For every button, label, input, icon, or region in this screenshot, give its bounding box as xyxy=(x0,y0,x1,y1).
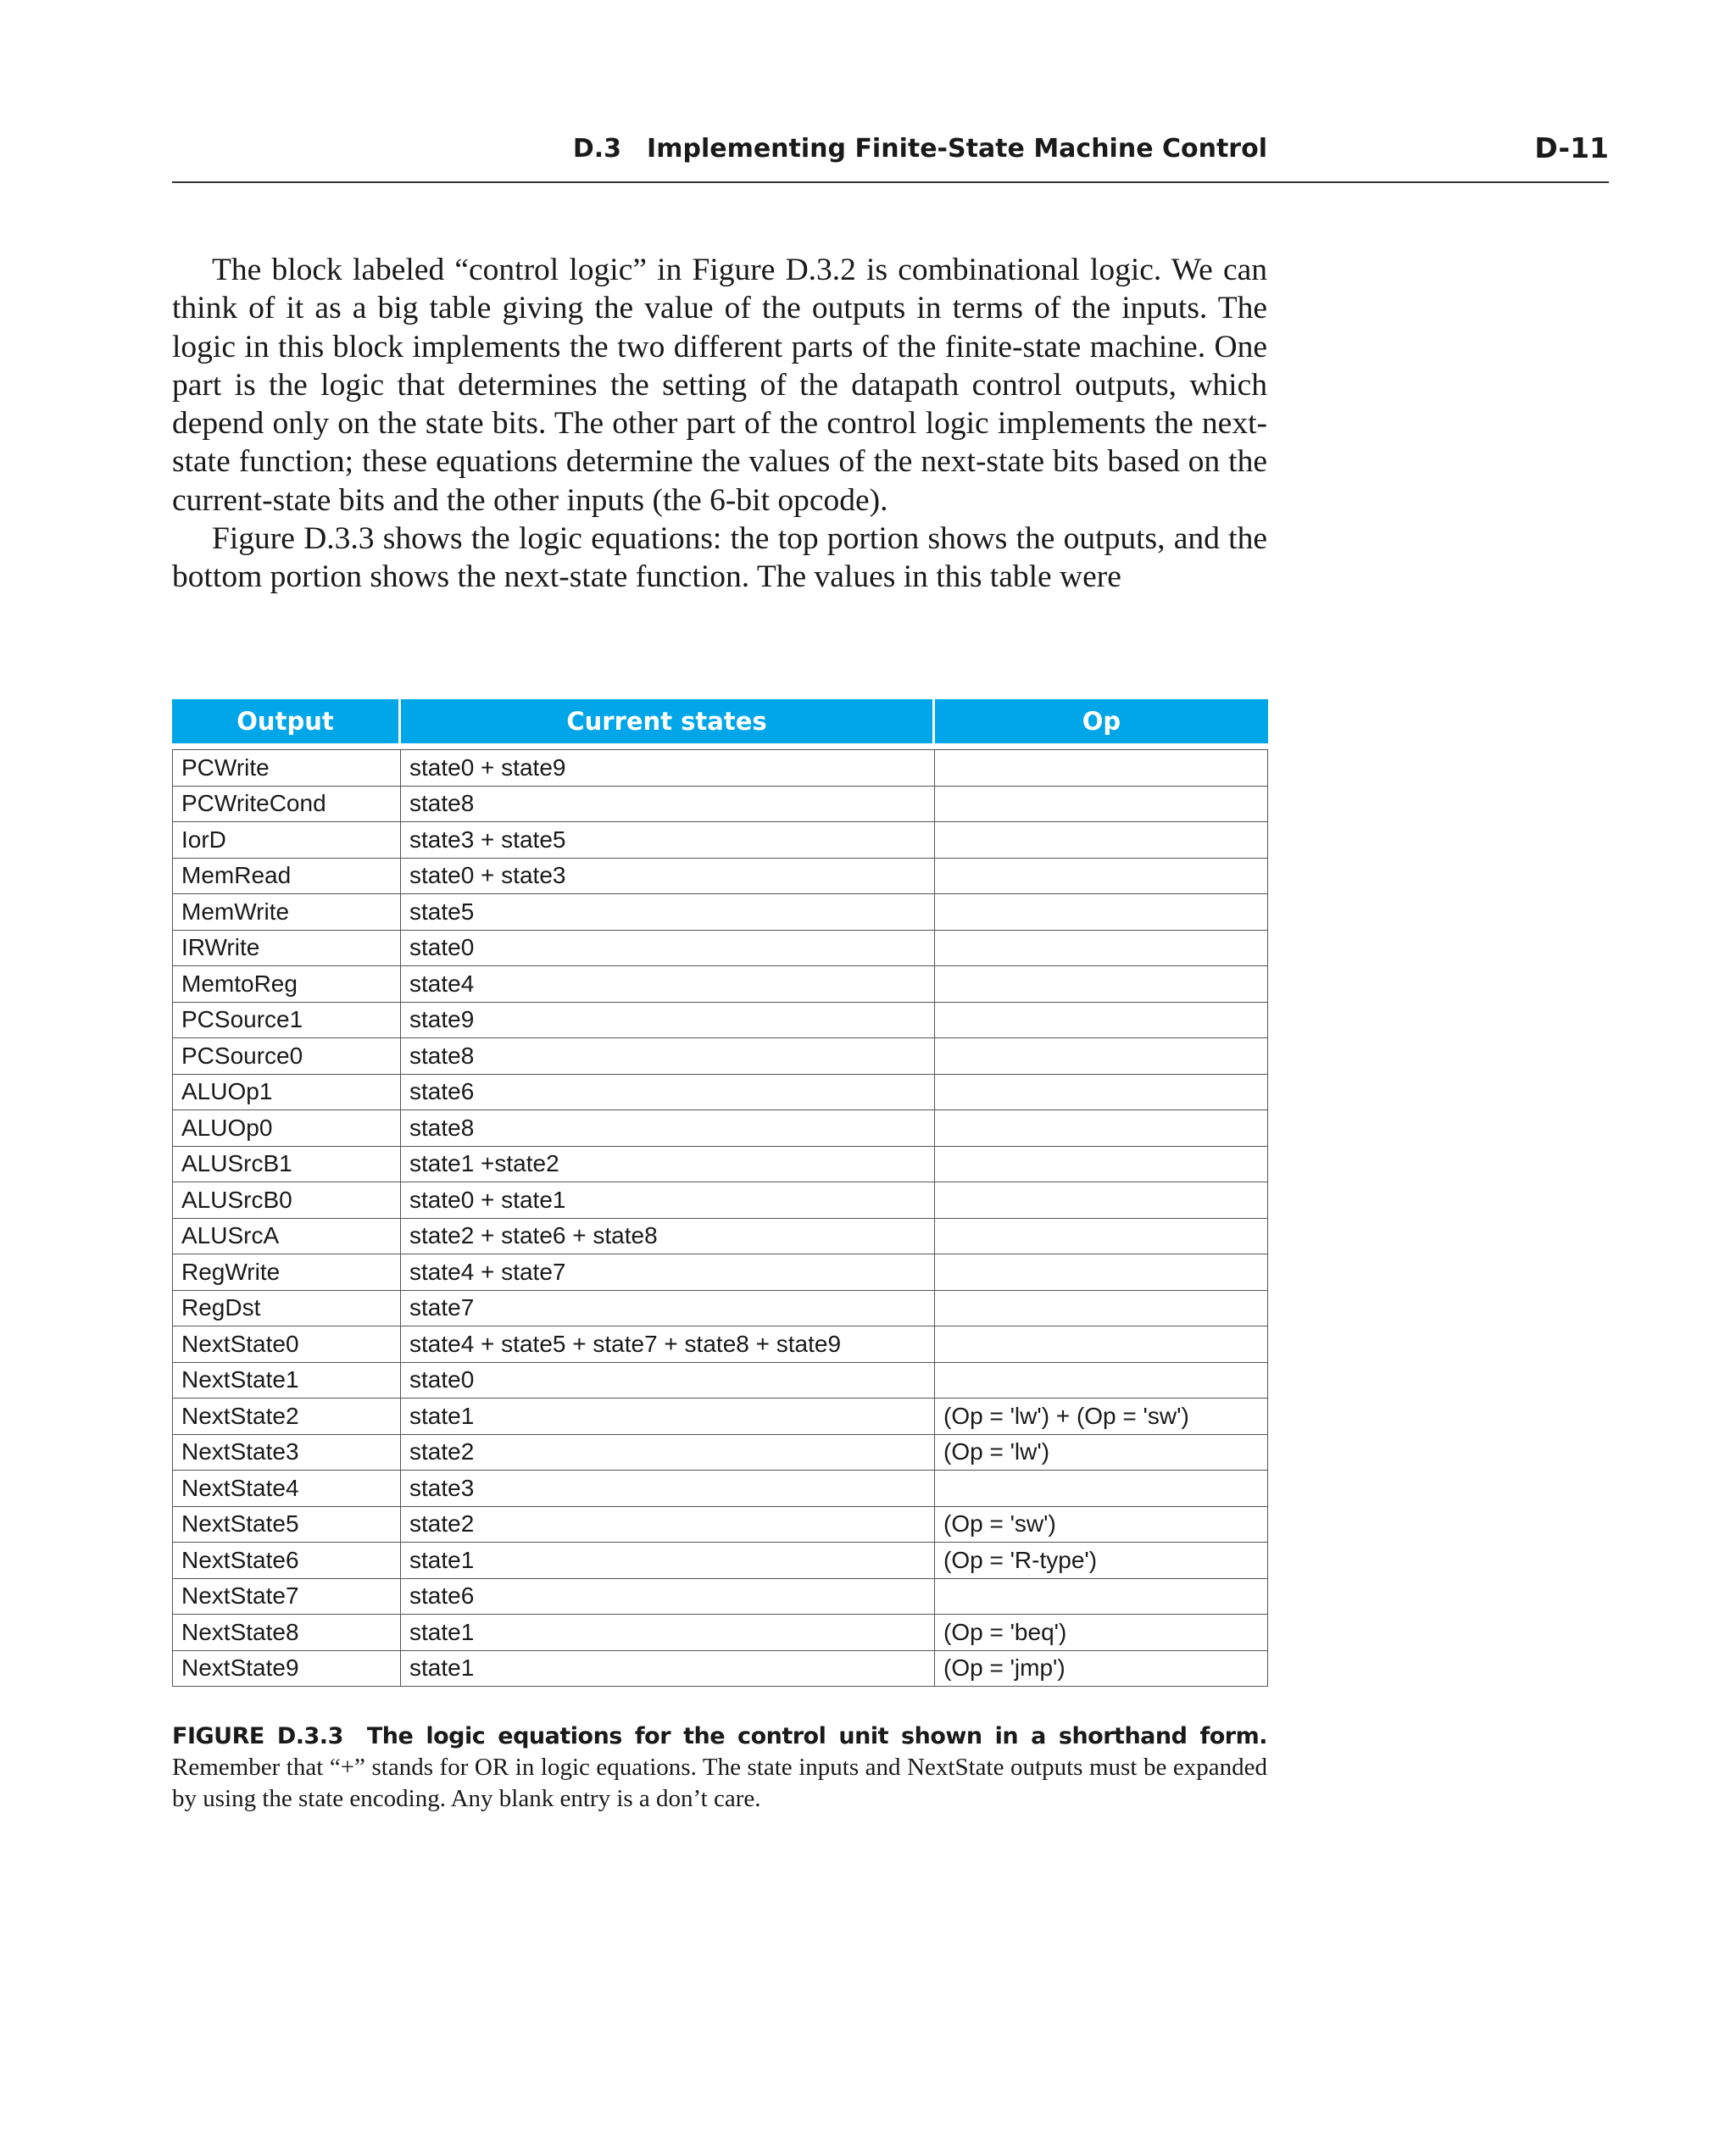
column-header-current-states: Current states xyxy=(401,699,935,743)
current-states-cell: state2 + state6 + state8 xyxy=(401,1219,935,1255)
header-gap xyxy=(172,743,1268,749)
output-cell: NextState5 xyxy=(172,1507,401,1543)
current-states-cell: state0 + state3 xyxy=(401,859,935,895)
op-cell xyxy=(935,966,1268,1003)
section-title: Implementing Finite-State Machine Control xyxy=(647,134,1267,164)
table-row xyxy=(172,1471,1268,1507)
current-states-cell: state7 xyxy=(401,1291,935,1327)
output-cell: IorD xyxy=(172,822,401,859)
table-row xyxy=(172,1543,1268,1579)
current-states-cell: state4 xyxy=(401,966,935,1003)
table-row xyxy=(172,1038,1268,1075)
table-row xyxy=(172,787,1268,823)
table-row xyxy=(172,1110,1268,1147)
output-cell: RegDst xyxy=(172,1291,401,1327)
output-cell: ALUSrcB0 xyxy=(172,1182,401,1219)
output-cell: NextState4 xyxy=(172,1471,401,1507)
table-row xyxy=(172,1147,1268,1183)
current-states-cell: state6 xyxy=(401,1579,935,1615)
body-text xyxy=(172,251,1267,597)
current-states-cell: state8 xyxy=(401,787,935,823)
gap-cell xyxy=(172,743,1268,749)
paragraph: Figure D.3.3 shows the logic equations: the top portion shows the outputs, and the bottom portion shows the next-state function. The values in this table were xyxy=(172,521,1267,595)
current-states-cell: state4 + state5 + state7 + state8 + state9 xyxy=(401,1326,935,1363)
table-row xyxy=(172,931,1268,967)
current-states-cell: state8 xyxy=(401,1110,935,1147)
output-cell: RegWrite xyxy=(172,1254,401,1291)
table-row xyxy=(172,966,1268,1003)
figure-title: The logic equations for the control unit shown in a shorthand form. xyxy=(366,1723,1267,1749)
op-cell xyxy=(935,1038,1268,1075)
output-cell: NextState6 xyxy=(172,1543,401,1579)
table-row xyxy=(172,859,1268,895)
table-row xyxy=(172,749,1268,787)
output-cell: NextState8 xyxy=(172,1615,401,1651)
current-states-cell: state3 xyxy=(401,1471,935,1507)
current-states-cell: state0 + state9 xyxy=(401,749,935,787)
output-cell: PCWriteCond xyxy=(172,787,401,823)
output-cell: ALUOp1 xyxy=(172,1075,401,1111)
column-header-op: Op xyxy=(935,699,1268,743)
op-cell xyxy=(935,749,1268,787)
output-cell: PCWrite xyxy=(172,749,401,787)
table-row xyxy=(172,1399,1268,1435)
logic-equations-table xyxy=(172,699,1268,1687)
op-cell: (Op = 'sw') xyxy=(935,1507,1268,1543)
op-cell xyxy=(935,1219,1268,1255)
current-states-cell: state1 +state2 xyxy=(401,1147,935,1183)
table-row xyxy=(172,1579,1268,1615)
output-cell: PCSource1 xyxy=(172,1003,401,1039)
current-states-cell: state1 xyxy=(401,1651,935,1688)
table-row xyxy=(172,1435,1268,1471)
current-states-cell: state1 xyxy=(401,1399,935,1435)
op-cell xyxy=(935,1147,1268,1183)
op-cell xyxy=(935,859,1268,895)
table-row xyxy=(172,1219,1268,1255)
op-cell xyxy=(935,931,1268,967)
output-cell: NextState3 xyxy=(172,1435,401,1471)
op-cell xyxy=(935,1110,1268,1147)
current-states-cell: state6 xyxy=(401,1075,935,1111)
current-states-cell: state0 + state1 xyxy=(401,1182,935,1219)
output-cell: ALUOp0 xyxy=(172,1110,401,1147)
current-states-cell: state8 xyxy=(401,1038,935,1075)
op-cell: (Op = 'lw') + (Op = 'sw') xyxy=(935,1399,1268,1435)
output-cell: NextState0 xyxy=(172,1326,401,1363)
table-row xyxy=(172,1615,1268,1651)
op-cell xyxy=(935,1291,1268,1327)
output-cell: ALUSrcB1 xyxy=(172,1147,401,1183)
op-cell xyxy=(935,1471,1268,1507)
current-states-cell: state0 xyxy=(401,931,935,967)
output-cell: PCSource0 xyxy=(172,1038,401,1075)
section-heading xyxy=(573,134,1267,164)
current-states-cell: state9 xyxy=(401,1003,935,1039)
op-cell: (Op = 'R-type') xyxy=(935,1543,1268,1579)
table-row xyxy=(172,1182,1268,1219)
section-number: D.3 xyxy=(572,134,622,164)
output-cell: NextState9 xyxy=(172,1651,401,1688)
table-row xyxy=(172,822,1268,859)
running-head xyxy=(172,131,1609,183)
current-states-cell: state2 xyxy=(401,1507,935,1543)
op-cell: (Op = 'lw') xyxy=(935,1435,1268,1471)
column-header-output: Output xyxy=(172,699,401,743)
current-states-cell: state5 xyxy=(401,894,935,931)
table-row xyxy=(172,1291,1268,1327)
op-cell xyxy=(935,1254,1268,1291)
current-states-cell: state3 + state5 xyxy=(401,822,935,859)
table-row xyxy=(172,1507,1268,1543)
table-body xyxy=(172,743,1268,1687)
op-cell xyxy=(935,1326,1268,1363)
output-cell: MemWrite xyxy=(172,894,401,931)
table-row xyxy=(172,1326,1268,1363)
op-cell xyxy=(935,1579,1268,1615)
table-row xyxy=(172,1254,1268,1291)
op-cell: (Op = 'jmp') xyxy=(935,1651,1268,1688)
caption-text: Remember that “+” stands for OR in logic equations. The state inputs and NextState outputs must be expanded by using the state encoding. Any blank entry is a don’t care. xyxy=(172,1754,1267,1812)
output-cell: NextState1 xyxy=(172,1363,401,1399)
current-states-cell: state0 xyxy=(401,1363,935,1399)
table-row xyxy=(172,1003,1268,1039)
current-states-cell: state1 xyxy=(401,1615,935,1651)
table-row xyxy=(172,1363,1268,1399)
output-cell: IRWrite xyxy=(172,931,401,967)
table-row xyxy=(172,1651,1268,1688)
output-cell: NextState2 xyxy=(172,1399,401,1435)
op-cell: (Op = 'beq') xyxy=(935,1615,1268,1651)
op-cell xyxy=(935,1075,1268,1111)
op-cell xyxy=(935,822,1268,859)
op-cell xyxy=(935,1363,1268,1399)
current-states-cell: state4 + state7 xyxy=(401,1254,935,1291)
output-cell: ALUSrcA xyxy=(172,1219,401,1255)
table-header-row xyxy=(172,699,1268,743)
current-states-cell: state1 xyxy=(401,1543,935,1579)
table-row xyxy=(172,1075,1268,1111)
op-cell xyxy=(935,787,1268,823)
op-cell xyxy=(935,894,1268,931)
figure-label: FIGURE D.3.3 xyxy=(172,1723,343,1749)
page-number: D-11 xyxy=(1534,131,1609,164)
paragraph: The block labeled “control logic” in Figure D.3.2 is combinational logic. We can think of it as a big table giving the value of the outputs in terms of the inputs. The logic in this block implements the two different parts of the finite-state machine. One part is the logic that determines the setting of the datapath control outputs, which depend only on the state bits. The other part of the control logic implements the next-state function; these equations determine the values of the next-state bits based on the current-state bits and the other inputs (the 6-bit opcode). xyxy=(172,253,1267,518)
figure-caption xyxy=(172,1721,1267,1815)
op-cell xyxy=(935,1003,1268,1039)
output-cell: MemtoReg xyxy=(172,966,401,1003)
op-cell xyxy=(935,1182,1268,1219)
output-cell: NextState7 xyxy=(172,1579,401,1615)
table-row xyxy=(172,894,1268,931)
current-states-cell: state2 xyxy=(401,1435,935,1471)
output-cell: MemRead xyxy=(172,859,401,895)
